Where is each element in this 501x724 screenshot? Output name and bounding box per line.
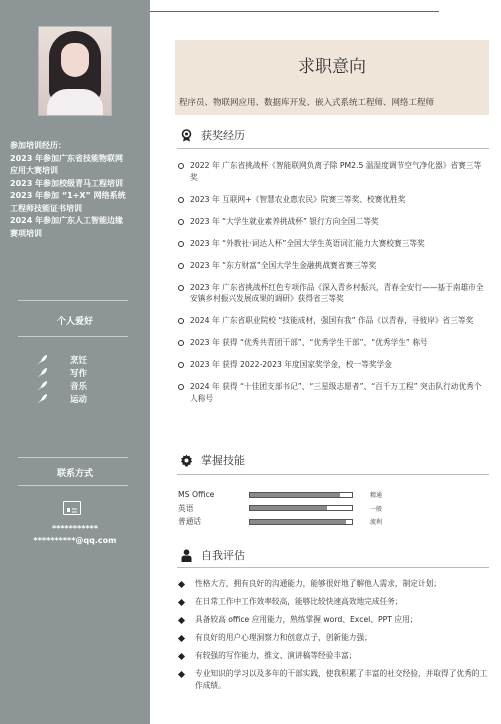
- feather-icon: [36, 393, 48, 405]
- feather-icon: [36, 354, 48, 366]
- hobby-item: [36, 366, 136, 379]
- evaluation-item: 具备较高 office 应用能力，熟练掌握 word、Excel、PPT 应用；: [177, 614, 489, 626]
- training-line: 赛项培训: [10, 228, 42, 238]
- evaluation-item: 有较强的写作能力，推文、演讲稿等经验丰富；: [177, 650, 489, 662]
- skill-name: 普通话: [178, 517, 202, 527]
- evaluation-item: 有良好的用户心理洞察力和创意点子，创新能力强；: [177, 632, 489, 644]
- skill-row: [178, 502, 398, 516]
- person-icon: [180, 549, 193, 562]
- award-item: 2023 年 “外教社·词达人杯”全国大学生英语词汇能力大赛校赛三等奖: [178, 238, 488, 250]
- award-item: 2024 年 获得 “十佳团支部书记”、“三星级志愿者”、“百千万工程” 突击队行动优秀个人称号: [178, 381, 488, 404]
- award-item: 2023 年 “东方财富”全国大学生金融挑战赛省赛三等奖: [178, 260, 488, 272]
- hobbies-list: [36, 353, 136, 405]
- training-line: 2023 年参加 “1+X” 网络系统: [10, 191, 126, 200]
- skill-row: [178, 515, 398, 529]
- section-rule: [177, 567, 489, 568]
- evaluation-item: 专业知识的学习以及多年的干部实践，使我积累了丰富的社交经验，并取得了优秀的工作成绩。: [177, 668, 489, 691]
- hobby-label: 烹饪: [70, 355, 88, 366]
- skill-level: 流利: [370, 519, 383, 527]
- contact-card-icon: [63, 501, 81, 515]
- profile-photo: [38, 26, 112, 116]
- hobbies-title: 个人爱好: [56, 317, 93, 327]
- skill-fill: [250, 520, 346, 524]
- award-item: 2023 年 获得 2022-2023 年度国家奖学金，校一等奖学金: [178, 359, 488, 371]
- divider: [18, 336, 128, 337]
- hobby-item: [36, 379, 136, 392]
- training-line: 2024 年参加广东人工智能边缘: [10, 216, 124, 225]
- training-line: 参加培训经历：: [10, 141, 66, 150]
- award-item: 2023 年 互联网+《智慧农业惠农民》院赛三等奖、校赛优胜奖: [178, 194, 488, 206]
- skills-title: 掌握技能: [201, 454, 245, 467]
- skill-row: [178, 488, 398, 502]
- skills-list: [178, 488, 398, 529]
- evaluation-list: [177, 578, 489, 698]
- medal-icon: [180, 129, 193, 142]
- divider: [18, 457, 128, 458]
- training-line: 工程师技能证书培训: [10, 203, 82, 213]
- awards-header: [180, 127, 245, 143]
- job-intention-banner: [175, 40, 489, 115]
- hobby-label: 写作: [70, 368, 88, 379]
- skill-level: 一般: [370, 505, 383, 513]
- gear-icon: [180, 454, 193, 467]
- hobby-item: [36, 392, 136, 405]
- awards-title: 获奖经历: [201, 129, 245, 142]
- hobby-label: 运动: [70, 394, 88, 405]
- section-rule: [177, 148, 489, 149]
- skills-header: [180, 452, 245, 468]
- award-item: 2023 年 广东省挑战杯红色专项作品《深入青乡村振兴，青春全安行——基于南雄市全安镇乡村振兴发展成果的调研》获得省三等奖: [178, 282, 488, 305]
- award-item: 2023 年 “大学生就业素养挑战杯” 银行方向全国二等奖: [178, 216, 488, 228]
- training-list: [10, 140, 142, 240]
- sidebar: [0, 0, 150, 724]
- skill-bar: [249, 492, 353, 498]
- training-line: 2023 年参加校级青马工程培训: [10, 178, 124, 188]
- banner-title: 求职意向: [298, 57, 366, 77]
- eval-header: [180, 547, 245, 563]
- section-rule: [177, 474, 489, 475]
- divider: [18, 300, 128, 301]
- award-item: 2023 年 获得 “优秀共青团干部”、“优秀学生干部”、“优秀学生” 称号: [178, 337, 488, 349]
- feather-icon: [36, 367, 48, 379]
- top-rule: [150, 11, 439, 12]
- phone-number: ***********: [51, 524, 99, 533]
- evaluation-item: 在日常工作中工作效率较高，能够比较快速高效地完成任务；: [177, 596, 489, 608]
- hobby-item: [36, 353, 136, 366]
- skill-name: MS Office: [178, 490, 215, 500]
- skill-fill: [250, 493, 340, 497]
- contact-title: 联系方式: [56, 469, 93, 479]
- skill-name: 英语: [178, 503, 194, 513]
- training-line: 应用大赛培训: [10, 166, 58, 175]
- hobby-label: 音乐: [70, 381, 88, 392]
- feather-icon: [36, 380, 48, 392]
- training-line: 2023 年参加广东省技能物联网: [10, 153, 124, 163]
- skill-bar: [249, 505, 353, 511]
- divider: [18, 485, 128, 486]
- evaluation-item: 性格大方，拥有良好的沟通能力，能够很好地了解他人需求，制定计划；: [177, 578, 489, 590]
- eval-title: 自我评估: [201, 549, 245, 562]
- skill-level: 精通: [370, 492, 383, 500]
- awards-list: [178, 160, 488, 415]
- award-item: 2024 年 广东省职业院校 “技能成材，强国有我” 作品《以青春，寻彼岸》省三等奖: [178, 315, 488, 327]
- email-address: **********@qq.com: [33, 536, 117, 545]
- award-item: 2022 年 广东省挑战杯《智能联网负离子除 PM2.5 温湿度调节空气净化器》省赛三等奖: [178, 160, 488, 183]
- banner-positions: 程序员、物联网应用、数据库开发、嵌入式系统工程师、网络工程师: [179, 98, 435, 108]
- skill-bar: [249, 519, 353, 525]
- skill-fill: [250, 506, 327, 510]
